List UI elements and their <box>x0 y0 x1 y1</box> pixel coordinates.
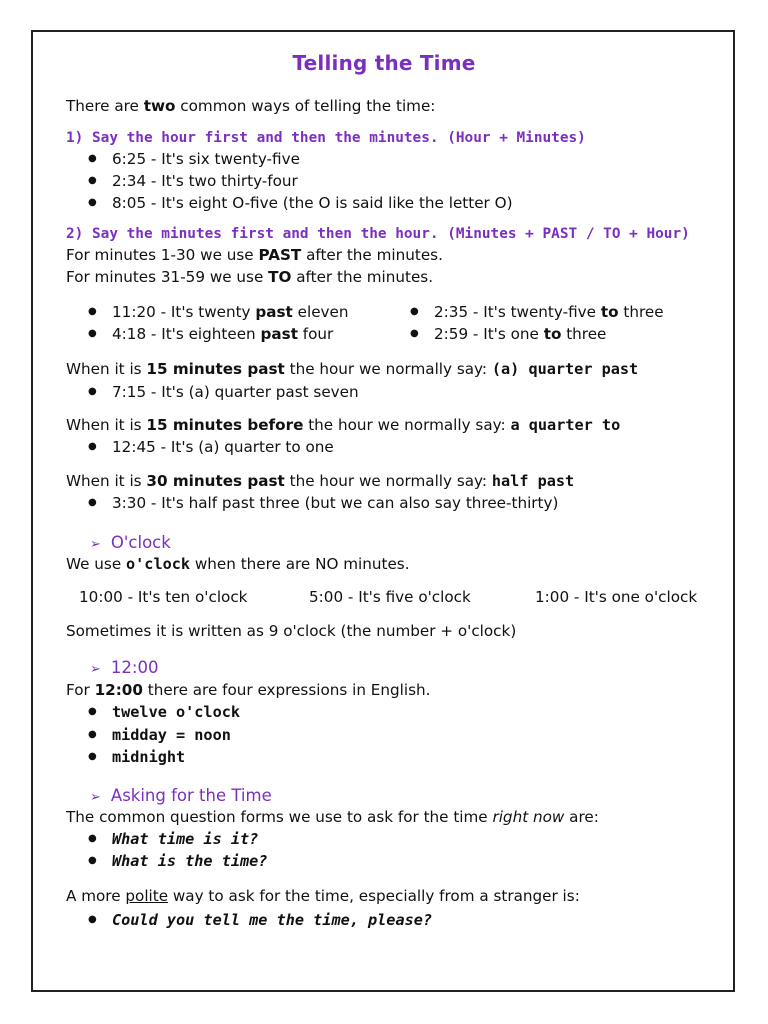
to-example: 2:35 - It's twenty-five to three <box>434 303 664 321</box>
bullet-icon: ● <box>88 441 97 452</box>
past-rule: For minutes 1-30 we use PAST after the minutes. <box>66 246 443 264</box>
bullet-icon: ● <box>88 706 97 717</box>
bullet-icon: ● <box>88 386 97 397</box>
oclock-example: 5:00 - It's five o'clock <box>309 588 471 606</box>
bullet-icon: ● <box>88 306 97 317</box>
bullet-icon: ● <box>88 328 97 339</box>
bullet-icon: ● <box>88 914 97 925</box>
way1-heading: 1) Say the hour first and then the minutes. (Hour + Minutes) <box>66 130 586 146</box>
way1-item: 6:25 - It's six twenty-five <box>112 150 300 168</box>
half-past-example: 3:30 - It's half past three (but we can also say three-thirty) <box>112 494 559 512</box>
oclock-example: 1:00 - It's one o'clock <box>535 588 698 606</box>
past-example: 11:20 - It's twenty past eleven <box>112 303 349 321</box>
bullet-icon: ● <box>410 328 419 339</box>
arrow-right-icon: ➢ <box>90 537 101 552</box>
noon-item: midday = noon <box>112 726 231 744</box>
noon-item: midnight <box>112 748 186 766</box>
asking-item: What time is it? <box>112 830 259 848</box>
bullet-icon: ● <box>88 855 97 866</box>
bullet-icon: ● <box>88 497 97 508</box>
noon-section-heading: ➢ 12:00 <box>90 658 159 677</box>
page-title: Telling the Time <box>292 51 476 75</box>
bullet-icon: ● <box>88 833 97 844</box>
arrow-right-icon: ➢ <box>90 662 101 677</box>
way2-heading: 2) Say the minutes first and then the hour. (Minutes + PAST / TO + Hour) <box>66 226 690 242</box>
polite-desc: A more polite way to ask for the time, especially from a stranger is: <box>66 887 580 905</box>
oclock-section-heading: ➢ O'clock <box>90 533 171 552</box>
to-example: 2:59 - It's one to three <box>434 325 607 343</box>
arrow-right-icon: ➢ <box>90 790 101 805</box>
intro-text: There are two common ways of telling the time: <box>66 97 436 115</box>
quarter-to-rule: When it is 15 minutes before the hour we normally say: a quarter to <box>66 416 621 434</box>
quarter-past-example: 7:15 - It's (a) quarter past seven <box>112 383 359 401</box>
to-rule: For minutes 31-59 we use TO after the minutes. <box>66 268 434 286</box>
asking-desc: The common question forms we use to ask for the time right now are: <box>66 808 599 826</box>
bullet-icon: ● <box>88 729 97 740</box>
oclock-example: 10:00 - It's ten o'clock <box>79 588 248 606</box>
bullet-icon: ● <box>410 306 419 317</box>
quarter-to-example: 12:45 - It's (a) quarter to one <box>112 438 334 456</box>
past-example: 4:18 - It's eighteen past four <box>112 325 334 343</box>
bullet-icon: ● <box>88 153 97 164</box>
bullet-icon: ● <box>88 175 97 186</box>
oclock-desc: We use o'clock when there are NO minutes. <box>66 555 410 573</box>
asking-item: What is the time? <box>112 852 268 870</box>
way1-item: 2:34 - It's two thirty-four <box>112 172 298 190</box>
asking-section-heading: ➢ Asking for the Time <box>90 786 272 805</box>
bullet-icon: ● <box>88 751 97 762</box>
polite-item: Could you tell me the time, please? <box>112 911 433 929</box>
noon-item: twelve o'clock <box>112 703 241 721</box>
noon-desc: For 12:00 there are four expressions in English. <box>66 681 431 699</box>
half-past-rule: When it is 30 minutes past the hour we normally say: half past <box>66 472 575 490</box>
bullet-icon: ● <box>88 197 97 208</box>
oclock-note: Sometimes it is written as 9 o'clock (the number + o'clock) <box>66 622 517 640</box>
quarter-past-rule: When it is 15 minutes past the hour we normally say: (a) quarter past <box>66 360 639 378</box>
way1-item: 8:05 - It's eight O-five (the O is said like the letter O) <box>112 194 513 212</box>
